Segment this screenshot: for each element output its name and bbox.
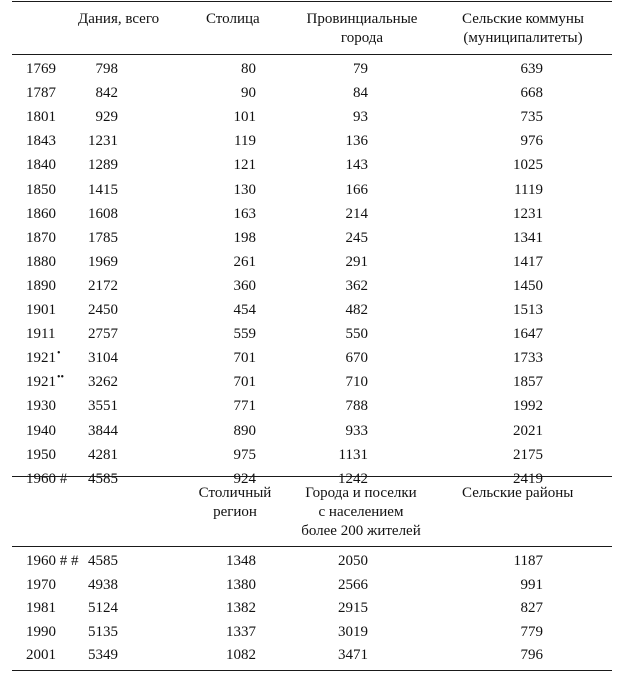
year-cell: 2001 — [26, 647, 56, 664]
total-cell: 3262 — [88, 374, 118, 391]
table-row — [0, 322, 622, 346]
table-row — [0, 370, 622, 394]
year-cell: 1930 — [26, 398, 56, 415]
year-cell: 1960 # # — [26, 553, 79, 569]
rural-cell: 2021 — [513, 422, 543, 439]
header2-towns-line1: Города и поселки — [305, 485, 417, 501]
year-cell: 1940 — [26, 422, 56, 439]
year-cell: 1870 — [26, 229, 56, 246]
table-row — [0, 298, 622, 322]
year-cell: 1769 — [26, 61, 56, 77]
total-cell: 3844 — [88, 422, 118, 439]
year-cell: 1970 — [26, 576, 56, 593]
year-cell: 1921 — [26, 374, 56, 391]
total-cell: 3551 — [88, 398, 118, 415]
provincial-cell: 93 — [353, 109, 368, 126]
capital-region-cell: 1380 — [226, 576, 256, 593]
rural-cell: 1025 — [513, 157, 543, 174]
table-row — [0, 178, 622, 202]
header-provincial-line1: Провинциальные — [306, 11, 418, 27]
provincial-cell: 670 — [345, 350, 368, 367]
rural-cell: 639 — [520, 61, 543, 77]
year-cell: 1840 — [26, 157, 56, 174]
table-row — [0, 549, 622, 573]
table-row — [0, 419, 622, 443]
header-capital: Столица — [206, 11, 260, 27]
rural-cell: 668 — [520, 85, 543, 102]
total-cell: 1415 — [88, 181, 118, 198]
capital-cell: 261 — [233, 253, 256, 270]
capital-cell: 360 — [233, 277, 256, 294]
table-row — [0, 202, 622, 226]
year-cell: 1890 — [26, 277, 56, 294]
rural-districts-cell: 779 — [520, 623, 543, 640]
towns-cell: 2915 — [338, 600, 368, 617]
provincial-cell: 1242 — [338, 470, 368, 487]
table-row — [0, 153, 622, 177]
capital-cell: 119 — [234, 133, 256, 150]
header-total: Дания, всего — [78, 11, 160, 27]
total-cell: 4585 — [88, 553, 118, 569]
total-cell: 1231 — [88, 133, 118, 150]
top-rule — [12, 1, 612, 2]
rural-cell: 1417 — [513, 253, 543, 270]
total-cell: 2450 — [88, 302, 118, 318]
year-cell: 1960 # — [26, 470, 68, 487]
provincial-cell: 84 — [353, 85, 368, 102]
year-cell: 1850 — [26, 181, 56, 198]
capital-region-cell: 1382 — [226, 600, 256, 617]
table-row — [0, 573, 622, 597]
header-rural-line2: (муниципалитеты) — [463, 30, 583, 46]
header-rule-2 — [12, 546, 612, 547]
header2-towns-line2: с населением — [318, 504, 404, 520]
header2-capital-line2: регион — [213, 504, 257, 520]
capital-region-cell: 1337 — [226, 623, 256, 640]
provincial-cell: 933 — [345, 422, 368, 439]
capital-cell: 975 — [233, 446, 256, 463]
towns-cell: 3019 — [338, 623, 368, 640]
table-row — [0, 226, 622, 250]
header2-capital — [189, 484, 281, 522]
total-cell: 5349 — [88, 647, 118, 664]
year-cell: 1901 — [26, 302, 56, 318]
year-cell: 1880 — [26, 253, 56, 270]
rural-cell: 1513 — [513, 302, 543, 318]
header2-towns-line3: более 200 жителей — [301, 523, 421, 539]
year-cell: 1843 — [26, 133, 56, 150]
year-cell: 1950 — [26, 446, 56, 463]
rural-cell: 1733 — [513, 350, 543, 367]
capital-cell: 924 — [233, 470, 256, 487]
table-row — [0, 274, 622, 298]
rural-cell: 1450 — [513, 277, 543, 294]
provincial-cell: 245 — [345, 229, 368, 246]
provincial-cell: 79 — [353, 61, 368, 77]
total-cell: 5124 — [88, 600, 118, 617]
year-cell: 1860 — [26, 205, 56, 222]
table-row — [0, 596, 622, 620]
rural-districts-cell: 1187 — [513, 553, 543, 569]
year-cell: 1990 — [26, 623, 56, 640]
total-cell: 929 — [95, 109, 118, 126]
rural-cell: 735 — [520, 109, 543, 126]
total-cell: 1785 — [88, 229, 118, 246]
section-rule — [12, 476, 612, 477]
year-cell-wrap — [26, 346, 61, 370]
capital-cell: 701 — [233, 374, 256, 391]
total-cell: 4585 — [88, 470, 118, 487]
header2-rural: Сельские районы — [462, 485, 574, 501]
total-cell: 3104 — [88, 350, 118, 367]
table-row — [0, 57, 622, 81]
capital-cell: 121 — [233, 157, 256, 174]
capital-cell: 90 — [241, 85, 256, 102]
capital-region-cell: 1348 — [226, 553, 256, 569]
provincial-cell: 166 — [345, 181, 368, 198]
provincial-cell: 550 — [345, 326, 368, 343]
provincial-cell: 362 — [345, 277, 368, 294]
total-cell: 4281 — [88, 446, 118, 463]
header-rural-line1: Сельские коммуны — [462, 11, 584, 27]
provincial-cell: 788 — [345, 398, 368, 415]
towns-cell: 2050 — [338, 553, 368, 569]
rural-cell: 1992 — [513, 398, 543, 415]
header-rural — [450, 10, 596, 48]
header-provincial — [296, 10, 428, 48]
towns-cell: 3471 — [338, 647, 368, 664]
rural-cell: 2419 — [513, 470, 543, 487]
table-row — [0, 129, 622, 153]
table-row — [0, 620, 622, 644]
bottom-rule — [12, 670, 612, 671]
rural-districts-cell: 827 — [520, 600, 543, 617]
year-cell: 1801 — [26, 109, 56, 126]
header-rule-1 — [12, 54, 612, 55]
total-cell: 2757 — [88, 326, 118, 343]
rural-districts-cell: 796 — [520, 647, 543, 664]
total-cell: 5135 — [88, 623, 118, 640]
year-cell: 1787 — [26, 85, 56, 102]
capital-cell: 130 — [233, 181, 256, 198]
table-row — [0, 394, 622, 418]
year-cell-wrap — [26, 370, 64, 394]
capital-region-cell: 1082 — [226, 647, 256, 664]
total-cell: 798 — [95, 61, 118, 77]
total-cell: 1289 — [88, 157, 118, 174]
year-cell: 1981 — [26, 600, 56, 617]
footnote-marker: •• — [57, 372, 65, 384]
header2-capital-line1: Столичный — [198, 485, 272, 501]
capital-cell: 701 — [233, 350, 256, 367]
rural-cell: 1341 — [513, 229, 543, 246]
total-cell: 1608 — [88, 205, 118, 222]
header-provincial-line2: города — [340, 30, 384, 46]
rural-cell: 1119 — [514, 181, 543, 198]
provincial-cell: 136 — [345, 133, 368, 150]
rural-cell: 976 — [520, 133, 543, 150]
table-row — [0, 105, 622, 129]
rural-cell: 1231 — [513, 205, 543, 222]
capital-cell: 198 — [233, 229, 256, 246]
capital-cell: 80 — [241, 61, 256, 77]
capital-cell: 890 — [233, 422, 256, 439]
year-cell: 1911 — [26, 326, 56, 343]
rural-districts-cell: 991 — [520, 576, 543, 593]
capital-cell: 454 — [233, 302, 256, 318]
table-row — [0, 643, 622, 667]
provincial-cell: 482 — [345, 302, 368, 318]
total-cell: 4938 — [88, 576, 118, 593]
table-row — [0, 346, 622, 370]
provincial-cell: 291 — [345, 253, 368, 270]
total-cell: 842 — [95, 85, 118, 102]
provincial-cell: 143 — [345, 157, 368, 174]
rural-cell: 2175 — [513, 446, 543, 463]
provincial-cell: 710 — [345, 374, 368, 391]
capital-cell: 771 — [233, 398, 256, 415]
total-cell: 1969 — [88, 253, 118, 270]
total-cell: 2172 — [88, 277, 118, 294]
rural-cell: 1647 — [513, 326, 543, 343]
table-row — [0, 443, 622, 467]
table-row — [0, 81, 622, 105]
capital-cell: 559 — [233, 326, 256, 343]
capital-cell: 163 — [233, 205, 256, 222]
year-cell: 1921 — [26, 350, 56, 367]
table-row — [0, 250, 622, 274]
header2-towns — [288, 484, 434, 541]
provincial-cell: 214 — [345, 205, 368, 222]
footnote-marker: • — [57, 348, 61, 360]
capital-cell: 101 — [233, 109, 256, 126]
rural-cell: 1857 — [513, 374, 543, 391]
towns-cell: 2566 — [338, 576, 368, 593]
provincial-cell: 1131 — [338, 446, 368, 463]
